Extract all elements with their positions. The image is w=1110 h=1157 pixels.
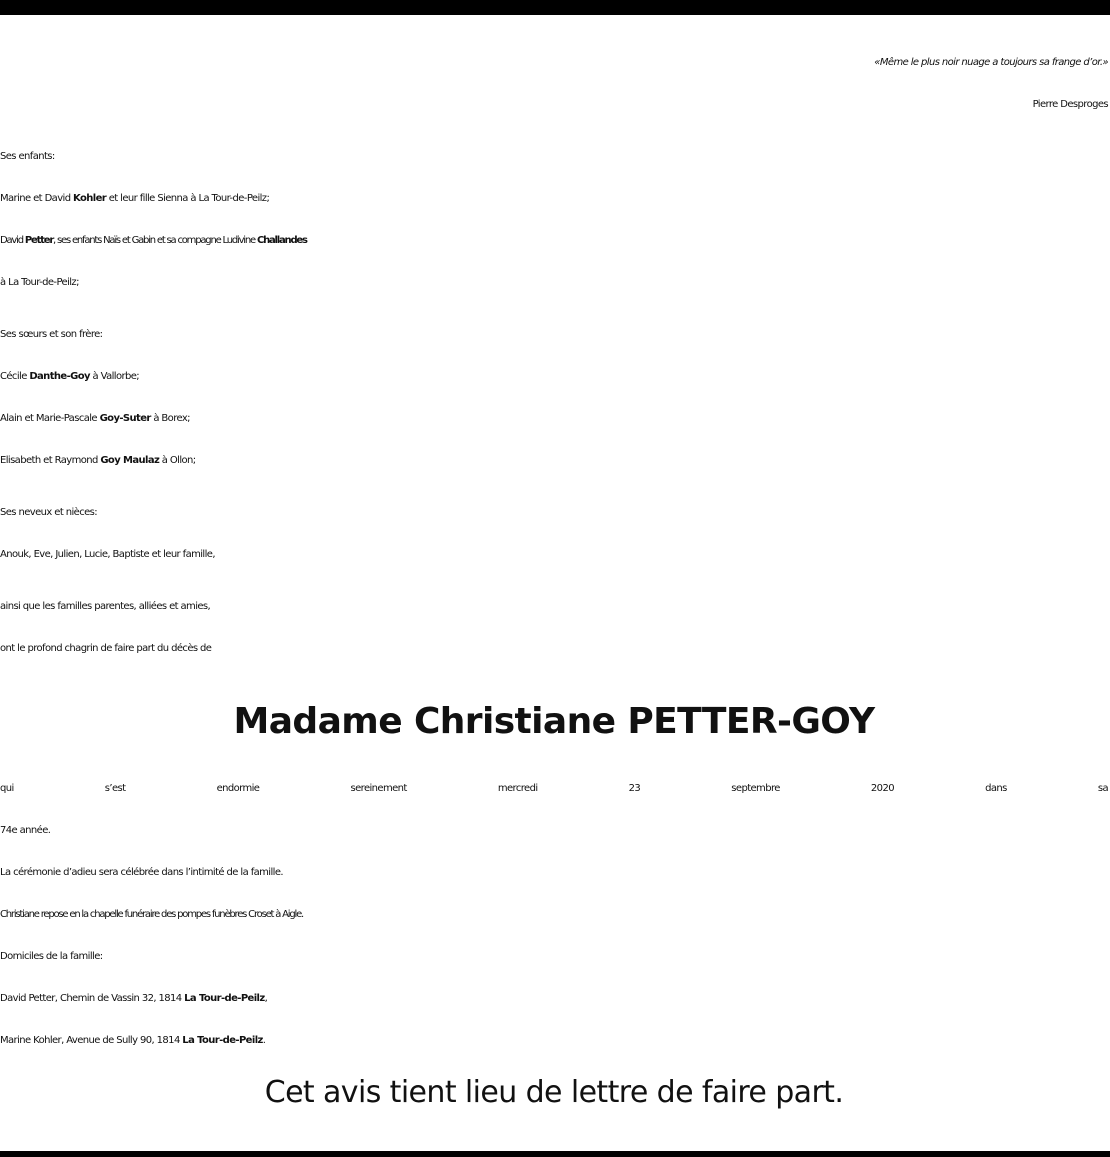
details-line-3: La cérémonie d’adieu sera célébrée dans l’intimité de la famille. [0, 867, 283, 878]
text: . [262, 1035, 266, 1046]
announcement-line-2: ont le profond chagrin de faire part du décès de [0, 643, 212, 654]
epigraph-author: Pierre Desproges [1032, 99, 1108, 110]
surname: Danthe-Goy [29, 371, 90, 382]
obituary-notice [0, 42, 1108, 1114]
text: Alain et Marie-Pascale [0, 413, 100, 424]
text: Cécile [0, 371, 30, 382]
siblings-line-3 [0, 440, 1108, 482]
details-line-4: Christiane repose en la chapelle funéraire des pompes funèbres Croset à Aigle. [0, 909, 304, 920]
details-section [0, 768, 1108, 1062]
text: à Borex; [150, 413, 190, 424]
closing-note: Cet avis tient lieu de lettre de faire part. [264, 1075, 844, 1110]
children-line-1 [0, 178, 1108, 220]
text: et leur fille Sienna à La Tour-de-Peilz; [106, 193, 270, 204]
address-line-2 [0, 1020, 1108, 1062]
details-line-5: Domiciles de la famille: [0, 951, 103, 962]
nephews-line-1: Anouk, Eve, Julien, Lucie, Baptiste et leur famille, [0, 549, 215, 560]
town: La Tour-de-Peilz [184, 993, 265, 1004]
siblings-line-1 [0, 356, 1108, 398]
surname: Goy Maulaz [100, 455, 160, 466]
text: , [264, 993, 268, 1004]
epigraph [0, 42, 1108, 126]
siblings-heading: Ses sœurs et son frère: [0, 329, 103, 340]
announcement-line-1: ainsi que les familles parentes, alliées et amies, [0, 601, 211, 612]
details-line-2: 74e année. [0, 825, 51, 836]
bottom-rule [0, 1151, 1110, 1157]
text: Marine Kohler, Avenue de Sully 90, 1814 [0, 1035, 183, 1046]
children-line-3: à La Tour-de-Peilz; [0, 277, 79, 288]
address-line-1 [0, 978, 1108, 1020]
surname: Petter [24, 235, 54, 246]
text: David [0, 235, 25, 246]
siblings-section [0, 314, 1108, 482]
text: à Vallorbe; [89, 371, 140, 382]
deceased-name: Madame Christiane PETTER-GOY [233, 701, 875, 742]
nephews-section [0, 492, 1108, 576]
epigraph-quote: «Même le plus noir nuage a toujours sa frange d’or.» [874, 57, 1108, 68]
text: Elisabeth et Raymond [0, 455, 101, 466]
nephews-heading: Ses neveux et nièces: [0, 507, 98, 518]
surname: Challandes [256, 235, 307, 246]
children-line-2 [0, 220, 1108, 262]
children-heading: Ses enfants: [0, 151, 55, 162]
surname: Kohler [73, 193, 107, 204]
town: La Tour-de-Peilz [182, 1035, 263, 1046]
children-section [0, 136, 1108, 304]
text: David Petter, Chemin de Vassin 32, 1814 [0, 993, 185, 1004]
announcement-section [0, 586, 1108, 670]
text: à Ollon; [159, 455, 196, 466]
surname: Goy-Suter [99, 413, 151, 424]
text: , ses enfants Naïs et Gabin et sa compagne Ludivine [53, 235, 257, 246]
top-rule [0, 0, 1110, 15]
details-line-1: qui s’est endormie sereinement mercredi 23 septembre 2020 dans sa [0, 783, 1108, 794]
siblings-line-2 [0, 398, 1108, 440]
text: Marine et David [0, 193, 74, 204]
